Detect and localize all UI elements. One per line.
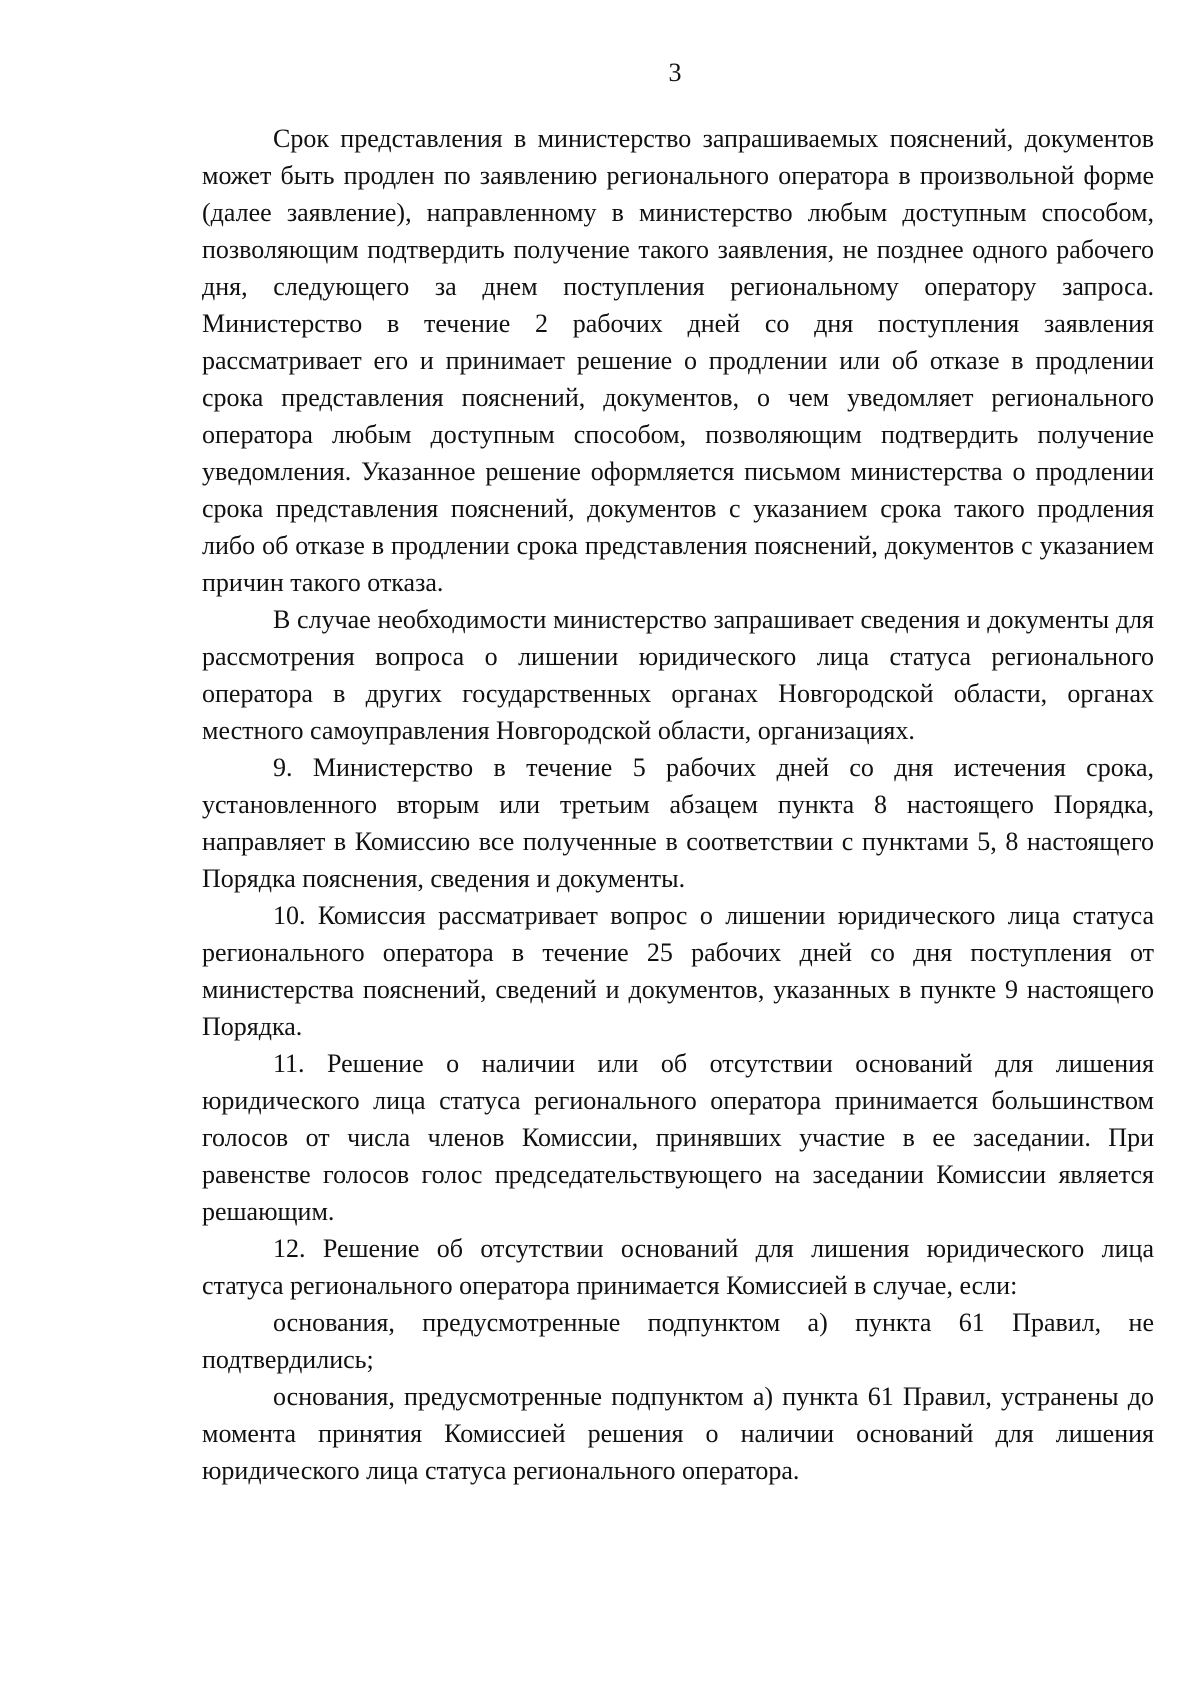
paragraph-information-request: В случае необходимости министерство запрашивает сведения и документы для рассмотрения вопроса о лишении юридического лица статуса регионального оператора в других государственных органах Новгородской области, органах местного самоуправления Новгородской области, организациях. bbox=[202, 605, 1154, 745]
document-body bbox=[202, 120, 1154, 1489]
paragraph-item-11: 11. Решение о наличии или об отсутствии оснований для лишения юридического лица статуса регионального оператора принимается большинством голосов от числа членов Комиссии, принявших участие в ее заседании. При равенстве голосов голос председательствующего на заседании Комиссии является решающим. bbox=[202, 1049, 1154, 1226]
page-number: 3 bbox=[668, 58, 682, 87]
paragraph-item-9: 9. Министерство в течение 5 рабочих дней со дня истечения срока, установленного вторым или третьим абзацем пункта 8 настоящего Порядка, направляет в Комиссию все полученные в соответствии с пунктами 5, 8 настоящего Порядка пояснения, сведения и документы. bbox=[202, 753, 1154, 893]
paragraph-item-10: 10. Комиссия рассматривает вопрос о лишении юридического лица статуса регионального оператора в течение 25 рабочих дней со дня поступления от министерства пояснений, сведений и документов, указанных в пункте 9 настоящего Порядка. bbox=[202, 901, 1154, 1041]
paragraph-item-12: 12. Решение об отсутствии оснований для лишения юридического лица статуса регионального оператора принимается Комиссией в случае, если: bbox=[202, 1234, 1154, 1300]
paragraph-extension-request: Срок представления в министерство запрашиваемых пояснений, документов может быть продлен по заявлению регионального оператора в произвольной форме (далее заявление), направленному в министерство любым доступным способом, позволяющим подтвердить получение такого заявления, не позднее одного рабочего дня, следующего за днем поступления региональному оператору запроса. Министерство в течение 2 рабочих дней со дня поступления заявления рассматривает его и принимает решение о продлении или об отказе в продлении срока представления пояснений, документов, о чем уведомляет регионального оператора любым доступным способом, позволяющим подтвердить получение уведомления. Указанное решение оформляется письмом министерства о продлении срока представления пояснений, документов с указанием срока такого продления либо об отказе в продлении срока представления пояснений, документов с указанием причин такого отказа. bbox=[202, 124, 1154, 597]
paragraph-condition-not-confirmed: основания, предусмотренные подпунктом а) пункта 61 Правил, не подтвердились; bbox=[202, 1308, 1154, 1374]
paragraph-condition-eliminated: основания, предусмотренные подпунктом а) пункта 61 Правил, устранены до момента принятия Комиссией решения о наличии оснований для лишения юридического лица статуса регионального оператора. bbox=[202, 1382, 1154, 1485]
